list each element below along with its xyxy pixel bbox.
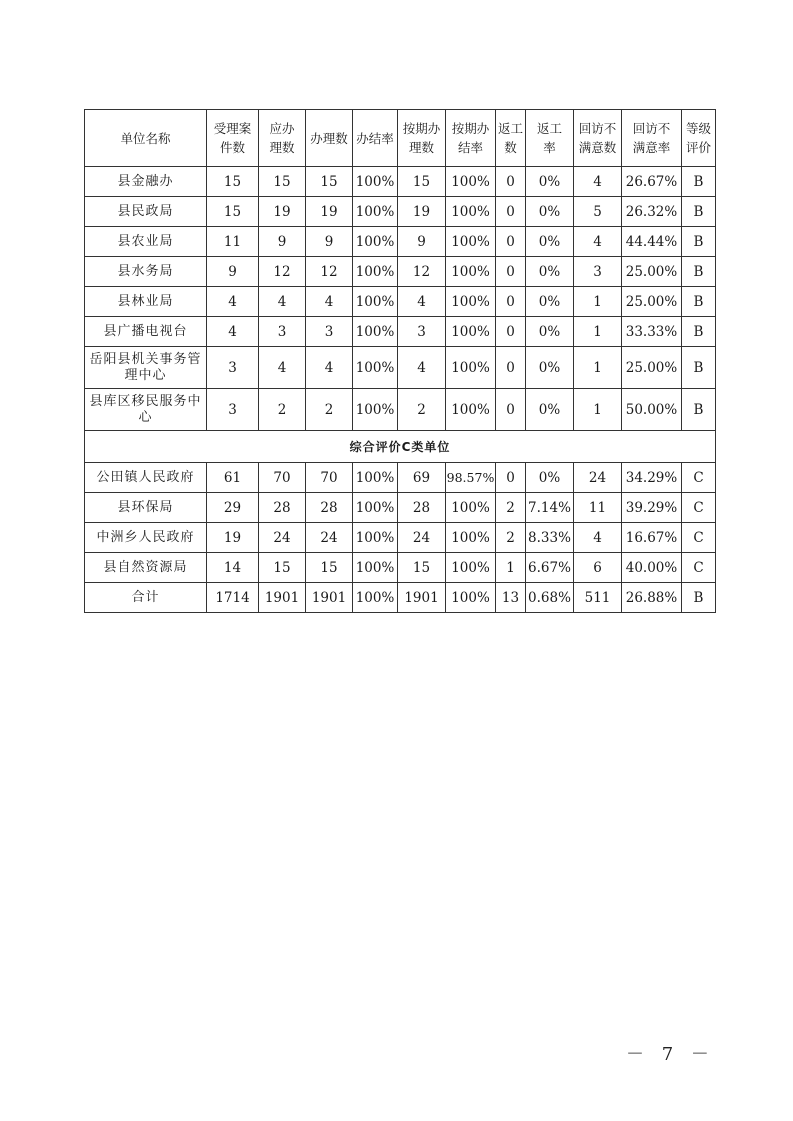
unsatisfied-rate-cell: 44.44% [622, 227, 682, 257]
unsatisfied-rate-cell: 25.00% [622, 257, 682, 287]
unsatisfied-rate-cell: 25.00% [622, 347, 682, 389]
received-cell: 9 [207, 257, 259, 287]
received-cell: 4 [207, 287, 259, 317]
rework-rate-cell: 0% [526, 257, 574, 287]
unsatisfied-rate-cell: 26.67% [622, 167, 682, 197]
rework-cell: 2 [496, 523, 526, 553]
rework-cell: 0 [496, 463, 526, 493]
table-row [85, 347, 716, 389]
rework-rate-cell: 0% [526, 389, 574, 431]
received-cell: 14 [207, 553, 259, 583]
unsatisfied-cell: 5 [574, 197, 622, 227]
table-row [85, 389, 716, 431]
unsatisfied-cell: 1 [574, 317, 622, 347]
total-row [85, 583, 716, 613]
unsatisfied-rate-cell: 16.67% [622, 523, 682, 553]
received-cell: 3 [207, 389, 259, 431]
ontime-cell: 12 [398, 257, 446, 287]
unsatisfied-cell: 511 [574, 583, 622, 613]
total-label: 合计 [85, 583, 207, 613]
unsatisfied-cell: 24 [574, 463, 622, 493]
received-cell: 61 [207, 463, 259, 493]
rework-cell: 13 [496, 583, 526, 613]
ontime-cell: 15 [398, 167, 446, 197]
grade-cell: B [682, 347, 716, 389]
unsatisfied-rate-cell: 40.00% [622, 553, 682, 583]
grade-cell: B [682, 287, 716, 317]
ontime-cell: 28 [398, 493, 446, 523]
received-cell: 4 [207, 317, 259, 347]
table-row [85, 317, 716, 347]
rework-cell: 0 [496, 317, 526, 347]
handled-cell: 2 [306, 389, 353, 431]
rework-rate-cell: 0% [526, 317, 574, 347]
ontime-cell: 19 [398, 197, 446, 227]
col-header-received: 受理案件数 [207, 110, 259, 167]
evaluation-table [84, 109, 716, 613]
due-cell: 1901 [259, 583, 306, 613]
handled-cell: 70 [306, 463, 353, 493]
table-row [85, 257, 716, 287]
received-cell: 1714 [207, 583, 259, 613]
ontime-cell: 69 [398, 463, 446, 493]
rate-cell: 100% [353, 389, 398, 431]
ontime-rate-cell: 98.57% [446, 463, 496, 493]
section-header-row [85, 431, 716, 463]
ontime-cell: 3 [398, 317, 446, 347]
unit-name: 县金融办 [85, 167, 207, 197]
due-cell: 2 [259, 389, 306, 431]
rate-cell: 100% [353, 167, 398, 197]
due-cell: 3 [259, 317, 306, 347]
table-row [85, 167, 716, 197]
grade-cell: B [682, 167, 716, 197]
due-cell: 24 [259, 523, 306, 553]
rework-cell: 0 [496, 227, 526, 257]
col-header-grade: 等级评价 [682, 110, 716, 167]
rework-rate-cell: 0% [526, 347, 574, 389]
grade-cell: B [682, 317, 716, 347]
rework-rate-cell: 0.68% [526, 583, 574, 613]
col-header-rework-rate: 返工率 [526, 110, 574, 167]
rework-cell: 0 [496, 389, 526, 431]
table-row [85, 197, 716, 227]
ontime-rate-cell: 100% [446, 167, 496, 197]
handled-cell: 1901 [306, 583, 353, 613]
unsatisfied-cell: 3 [574, 257, 622, 287]
unsatisfied-rate-cell: 39.29% [622, 493, 682, 523]
table-row [85, 227, 716, 257]
table-row [85, 523, 716, 553]
rework-rate-cell: 8.33% [526, 523, 574, 553]
unit-name: 县农业局 [85, 227, 207, 257]
ontime-rate-cell: 100% [446, 197, 496, 227]
unsatisfied-cell: 4 [574, 227, 622, 257]
ontime-cell: 9 [398, 227, 446, 257]
rate-cell: 100% [353, 227, 398, 257]
rate-cell: 100% [353, 463, 398, 493]
due-cell: 19 [259, 197, 306, 227]
unit-name: 县环保局 [85, 493, 207, 523]
handled-cell: 3 [306, 317, 353, 347]
rate-cell: 100% [353, 257, 398, 287]
ontime-cell: 4 [398, 347, 446, 389]
grade-cell: B [682, 389, 716, 431]
col-header-unsatisfied: 回访不满意数 [574, 110, 622, 167]
unit-name: 县林业局 [85, 287, 207, 317]
due-cell: 9 [259, 227, 306, 257]
page-number: － 7 － [626, 1044, 715, 1065]
col-header-rate: 办结率 [353, 110, 398, 167]
due-cell: 15 [259, 553, 306, 583]
rework-rate-cell: 0% [526, 287, 574, 317]
ontime-cell: 2 [398, 389, 446, 431]
rework-cell: 1 [496, 553, 526, 583]
ontime-rate-cell: 100% [446, 523, 496, 553]
unsatisfied-cell: 1 [574, 287, 622, 317]
rework-rate-cell: 6.67% [526, 553, 574, 583]
rework-cell: 0 [496, 287, 526, 317]
handled-cell: 4 [306, 287, 353, 317]
rework-cell: 0 [496, 197, 526, 227]
unit-name: 中洲乡人民政府 [85, 523, 207, 553]
due-cell: 28 [259, 493, 306, 523]
received-cell: 3 [207, 347, 259, 389]
handled-cell: 15 [306, 553, 353, 583]
unsatisfied-rate-cell: 33.33% [622, 317, 682, 347]
rework-rate-cell: 7.14% [526, 493, 574, 523]
col-header-due: 应办理数 [259, 110, 306, 167]
ontime-rate-cell: 100% [446, 227, 496, 257]
col-header-unsatisfied-rate: 回访不满意率 [622, 110, 682, 167]
unsatisfied-rate-cell: 50.00% [622, 389, 682, 431]
rework-rate-cell: 0% [526, 197, 574, 227]
received-cell: 11 [207, 227, 259, 257]
handled-cell: 28 [306, 493, 353, 523]
rate-cell: 100% [353, 493, 398, 523]
unsatisfied-rate-cell: 26.88% [622, 583, 682, 613]
received-cell: 15 [207, 197, 259, 227]
ontime-rate-cell: 100% [446, 583, 496, 613]
rework-rate-cell: 0% [526, 167, 574, 197]
unit-name: 县广播电视台 [85, 317, 207, 347]
rework-cell: 0 [496, 347, 526, 389]
due-cell: 15 [259, 167, 306, 197]
col-header-rework: 返工数 [496, 110, 526, 167]
ontime-cell: 24 [398, 523, 446, 553]
grade-cell: B [682, 583, 716, 613]
unsatisfied-cell: 1 [574, 347, 622, 389]
rate-cell: 100% [353, 583, 398, 613]
col-header-ontime: 按期办理数 [398, 110, 446, 167]
grade-cell: C [682, 523, 716, 553]
ontime-rate-cell: 100% [446, 553, 496, 583]
rate-cell: 100% [353, 347, 398, 389]
ontime-rate-cell: 100% [446, 347, 496, 389]
handled-cell: 19 [306, 197, 353, 227]
ontime-rate-cell: 100% [446, 287, 496, 317]
unsatisfied-cell: 6 [574, 553, 622, 583]
due-cell: 70 [259, 463, 306, 493]
col-header-ontime-rate: 按期办结率 [446, 110, 496, 167]
rework-cell: 2 [496, 493, 526, 523]
received-cell: 15 [207, 167, 259, 197]
rate-cell: 100% [353, 523, 398, 553]
unsatisfied-rate-cell: 25.00% [622, 287, 682, 317]
unsatisfied-cell: 1 [574, 389, 622, 431]
rate-cell: 100% [353, 317, 398, 347]
grade-cell: B [682, 197, 716, 227]
unit-name: 县自然资源局 [85, 553, 207, 583]
rate-cell: 100% [353, 287, 398, 317]
grade-cell: C [682, 553, 716, 583]
table-row [85, 463, 716, 493]
grade-cell: B [682, 227, 716, 257]
due-cell: 4 [259, 287, 306, 317]
ontime-rate-cell: 100% [446, 389, 496, 431]
table-row [85, 493, 716, 523]
unit-name: 公田镇人民政府 [85, 463, 207, 493]
unit-name: 县民政局 [85, 197, 207, 227]
handled-cell: 9 [306, 227, 353, 257]
col-header-unit: 单位名称 [85, 110, 207, 167]
ontime-rate-cell: 100% [446, 257, 496, 287]
due-cell: 12 [259, 257, 306, 287]
ontime-rate-cell: 100% [446, 493, 496, 523]
ontime-cell: 4 [398, 287, 446, 317]
rework-rate-cell: 0% [526, 463, 574, 493]
unit-name: 县水务局 [85, 257, 207, 287]
unsatisfied-rate-cell: 34.29% [622, 463, 682, 493]
rate-cell: 100% [353, 197, 398, 227]
handled-cell: 24 [306, 523, 353, 553]
unit-name: 县库区移民服务中心 [85, 389, 207, 431]
unit-name: 岳阳县机关事务管理中心 [85, 347, 207, 389]
received-cell: 29 [207, 493, 259, 523]
rework-cell: 0 [496, 257, 526, 287]
handled-cell: 15 [306, 167, 353, 197]
section-title-c: 综合评价C类单位 [85, 431, 716, 463]
handled-cell: 4 [306, 347, 353, 389]
unsatisfied-cell: 11 [574, 493, 622, 523]
unsatisfied-cell: 4 [574, 523, 622, 553]
unsatisfied-rate-cell: 26.32% [622, 197, 682, 227]
ontime-rate-cell: 100% [446, 317, 496, 347]
rate-cell: 100% [353, 553, 398, 583]
grade-cell: C [682, 463, 716, 493]
col-header-handled: 办理数 [306, 110, 353, 167]
grade-cell: C [682, 493, 716, 523]
unsatisfied-cell: 4 [574, 167, 622, 197]
received-cell: 19 [207, 523, 259, 553]
due-cell: 4 [259, 347, 306, 389]
handled-cell: 12 [306, 257, 353, 287]
table-row [85, 553, 716, 583]
rework-cell: 0 [496, 167, 526, 197]
header-row [85, 110, 716, 167]
ontime-cell: 15 [398, 553, 446, 583]
table-row [85, 287, 716, 317]
grade-cell: B [682, 257, 716, 287]
rework-rate-cell: 0% [526, 227, 574, 257]
ontime-cell: 1901 [398, 583, 446, 613]
